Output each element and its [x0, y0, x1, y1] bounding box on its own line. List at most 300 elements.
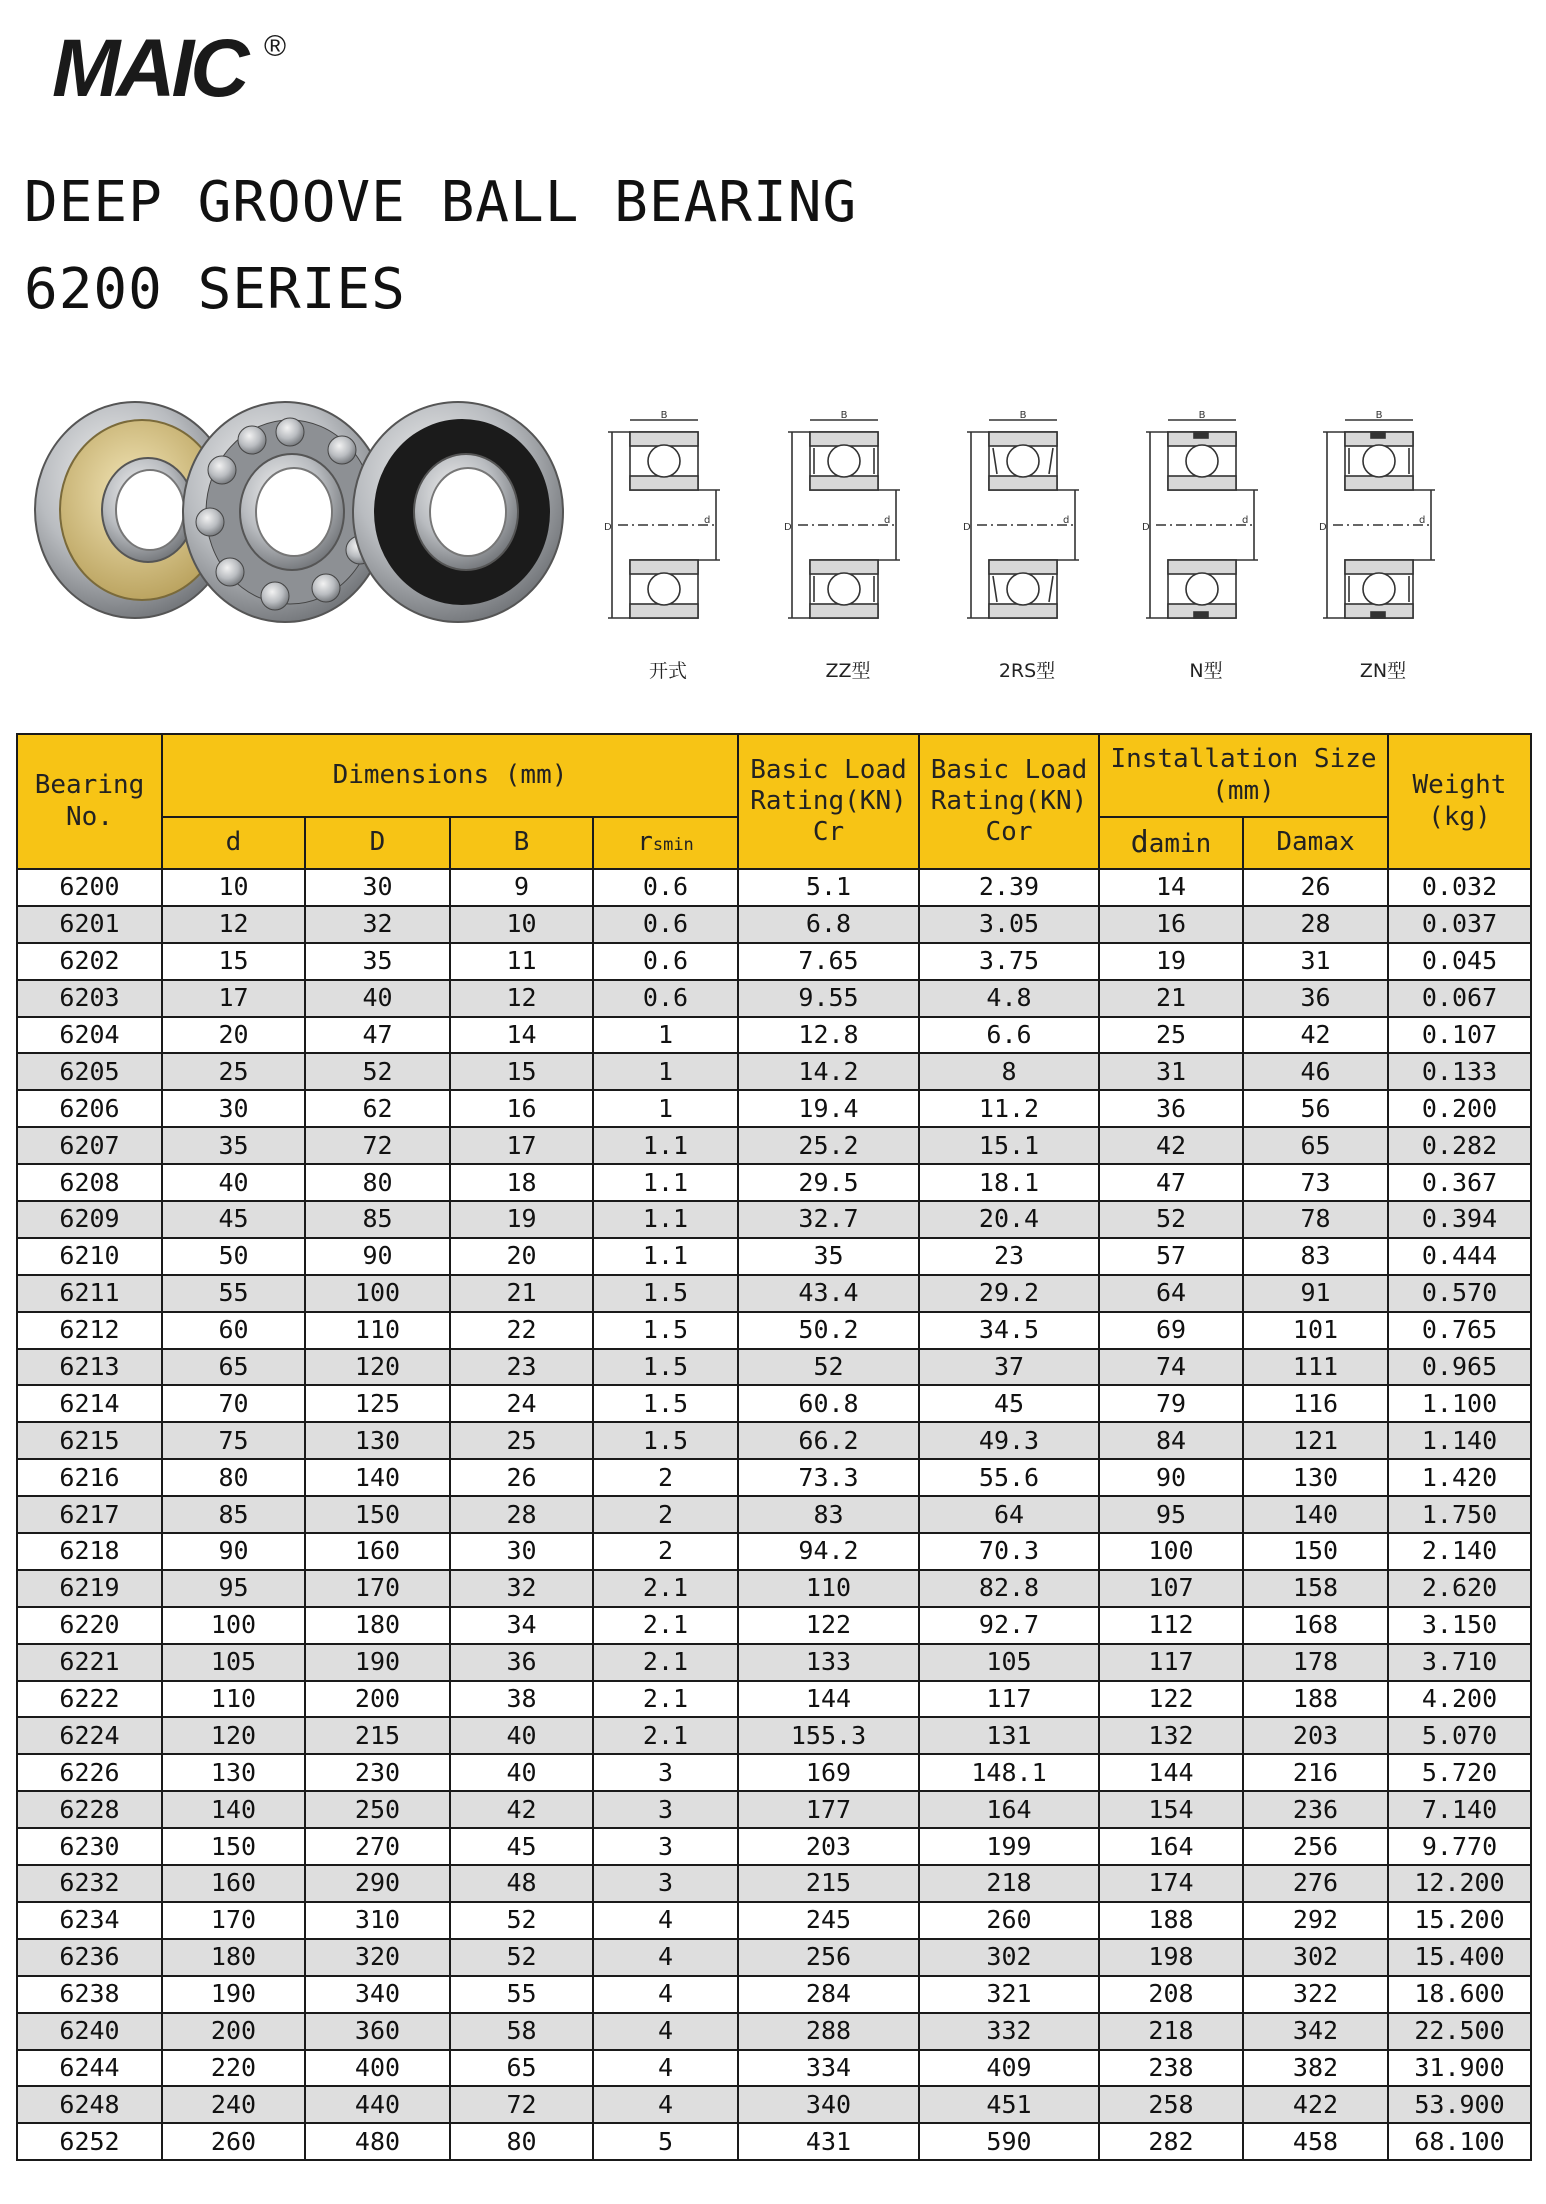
cell-cor: 218: [919, 1865, 1099, 1902]
cell-d: 95: [162, 1570, 305, 1607]
cell-D: 340: [305, 1976, 450, 2013]
cell-cr: 245: [738, 1902, 919, 1939]
cell-bearing-no: 6206: [17, 1090, 162, 1127]
cell-D: 125: [305, 1385, 450, 1422]
cell-B: 14: [450, 1017, 593, 1054]
cell-weight: 0.133: [1388, 1053, 1531, 1090]
cell-d: 260: [162, 2123, 305, 2160]
cell-bearing-no: 6252: [17, 2123, 162, 2160]
cell-D: 110: [305, 1312, 450, 1349]
cell-rsmin: 0.6: [593, 906, 738, 943]
diagram-dim-outer: D: [604, 522, 612, 533]
diagram-label: N型: [1189, 660, 1223, 682]
cell-weight: 3.710: [1388, 1644, 1531, 1681]
header-load-cr: [738, 734, 919, 869]
cell-damax: 216: [1243, 1754, 1388, 1791]
table-row: [17, 1902, 1531, 1939]
cell-d: 160: [162, 1865, 305, 1902]
cell-d: 190: [162, 1976, 305, 2013]
cell-cr: 203: [738, 1828, 919, 1865]
cell-cr: 122: [738, 1607, 919, 1644]
cell-damin: 14: [1099, 869, 1243, 906]
cell-damin: 36: [1099, 1090, 1243, 1127]
cell-damin: 174: [1099, 1865, 1243, 1902]
cell-weight: 0.067: [1388, 980, 1531, 1017]
section-diagram-3: [957, 410, 1097, 640]
cell-cr: 334: [738, 2050, 919, 2087]
cell-D: 215: [305, 1717, 450, 1754]
cell-cor: 82.8: [919, 1570, 1099, 1607]
cell-d: 140: [162, 1791, 305, 1828]
cell-damax: 130: [1243, 1459, 1388, 1496]
cell-d: 200: [162, 2013, 305, 2050]
cell-damax: 83: [1243, 1238, 1388, 1275]
cell-weight: 0.394: [1388, 1201, 1531, 1238]
cell-cr: 50.2: [738, 1312, 919, 1349]
diagram-dim-b: B: [1019, 410, 1027, 421]
cell-cor: 37: [919, 1349, 1099, 1386]
header-damax: Damax: [1243, 817, 1388, 869]
cell-B: 28: [450, 1496, 593, 1533]
cell-B: 16: [450, 1090, 593, 1127]
cell-cor: 451: [919, 2086, 1099, 2123]
diagram-dim-inner: d: [884, 515, 891, 526]
cell-B: 24: [450, 1385, 593, 1422]
cell-B: 42: [450, 1791, 593, 1828]
cell-bearing-no: 6208: [17, 1164, 162, 1201]
cell-weight: 0.045: [1388, 943, 1531, 980]
cell-cr: 110: [738, 1570, 919, 1607]
cell-cor: 199: [919, 1828, 1099, 1865]
cell-cr: 7.65: [738, 943, 919, 980]
section-diagram-5: [1313, 410, 1453, 640]
cell-damax: 26: [1243, 869, 1388, 906]
cell-D: 30: [305, 869, 450, 906]
cell-D: 32: [305, 906, 450, 943]
cell-bearing-no: 6236: [17, 1939, 162, 1976]
cell-D: 160: [305, 1533, 450, 1570]
cell-damin: 258: [1099, 2086, 1243, 2123]
cell-cr: 29.5: [738, 1164, 919, 1201]
cell-bearing-no: 6209: [17, 1201, 162, 1238]
cell-B: 20: [450, 1238, 593, 1275]
cell-damin: 31: [1099, 1053, 1243, 1090]
cell-damin: 208: [1099, 1976, 1243, 2013]
cell-cr: 60.8: [738, 1385, 919, 1422]
cell-d: 20: [162, 1017, 305, 1054]
cell-d: 12: [162, 906, 305, 943]
cell-bearing-no: 6234: [17, 1902, 162, 1939]
cell-d: 130: [162, 1754, 305, 1791]
cell-B: 65: [450, 2050, 593, 2087]
header-rsmin-main: r: [637, 827, 653, 858]
cell-cor: 23: [919, 1238, 1099, 1275]
cell-bearing-no: 6220: [17, 1607, 162, 1644]
cell-damax: 65: [1243, 1127, 1388, 1164]
cell-cr: 73.3: [738, 1459, 919, 1496]
cell-weight: 31.900: [1388, 2050, 1531, 2087]
cell-B: 12: [450, 980, 593, 1017]
cell-d: 25: [162, 1053, 305, 1090]
header-load-cor-label: Basic Load Rating(KN): [930, 754, 1088, 816]
cell-cor: 8: [919, 1053, 1099, 1090]
cell-B: 26: [450, 1459, 593, 1496]
bearing-spec-table: [16, 733, 1532, 2161]
cell-rsmin: 1.5: [593, 1422, 738, 1459]
cell-rsmin: 1: [593, 1053, 738, 1090]
cell-rsmin: 2.1: [593, 1607, 738, 1644]
cell-damin: 42: [1099, 1127, 1243, 1164]
cell-D: 80: [305, 1164, 450, 1201]
cell-rsmin: 0.6: [593, 869, 738, 906]
cell-B: 15: [450, 1053, 593, 1090]
section-diagram-4: [1136, 410, 1276, 640]
registered-mark: ®: [264, 30, 287, 63]
cell-d: 180: [162, 1939, 305, 1976]
cell-rsmin: 1.1: [593, 1201, 738, 1238]
cell-bearing-no: 6248: [17, 2086, 162, 2123]
header-D: D: [305, 817, 450, 869]
cell-cr: 52: [738, 1349, 919, 1386]
cell-cor: 321: [919, 1976, 1099, 2013]
cell-B: 17: [450, 1127, 593, 1164]
table-row: [17, 1976, 1531, 2013]
cell-cr: 83: [738, 1496, 919, 1533]
table-row: [17, 1791, 1531, 1828]
cell-damin: 69: [1099, 1312, 1243, 1349]
cell-cr: 288: [738, 2013, 919, 2050]
table-row: [17, 1496, 1531, 1533]
cell-weight: 0.965: [1388, 1349, 1531, 1386]
cell-weight: 15.200: [1388, 1902, 1531, 1939]
header-damin: [1099, 817, 1243, 869]
cell-damax: 28: [1243, 906, 1388, 943]
cell-weight: 0.765: [1388, 1312, 1531, 1349]
cell-d: 10: [162, 869, 305, 906]
cell-weight: 0.570: [1388, 1275, 1531, 1312]
cell-weight: 0.037: [1388, 906, 1531, 943]
cell-rsmin: 1.5: [593, 1275, 738, 1312]
cell-bearing-no: 6201: [17, 906, 162, 943]
table-row: [17, 1644, 1531, 1681]
header-weight: Weight (kg): [1388, 734, 1531, 869]
cell-D: 90: [305, 1238, 450, 1275]
cell-bearing-no: 6218: [17, 1533, 162, 1570]
bearing-photo: [30, 392, 570, 632]
diagram-label: ZZ型: [825, 660, 871, 682]
cell-damin: 117: [1099, 1644, 1243, 1681]
cell-bearing-no: 6232: [17, 1865, 162, 1902]
cell-d: 40: [162, 1164, 305, 1201]
diagram-label: 2RS型: [998, 660, 1056, 682]
cell-cor: 260: [919, 1902, 1099, 1939]
cell-damax: 382: [1243, 2050, 1388, 2087]
cell-B: 23: [450, 1349, 593, 1386]
cell-damin: 132: [1099, 1717, 1243, 1754]
cell-bearing-no: 6219: [17, 1570, 162, 1607]
table-row: [17, 1053, 1531, 1090]
cell-cor: 18.1: [919, 1164, 1099, 1201]
cell-bearing-no: 6224: [17, 1717, 162, 1754]
cell-D: 360: [305, 2013, 450, 2050]
header-d: d: [162, 817, 305, 869]
cell-weight: 2.140: [1388, 1533, 1531, 1570]
cell-cr: 6.8: [738, 906, 919, 943]
cell-cor: 148.1: [919, 1754, 1099, 1791]
table-row: [17, 2050, 1531, 2087]
cell-cor: 164: [919, 1791, 1099, 1828]
cell-damin: 90: [1099, 1459, 1243, 1496]
table-row: [17, 1828, 1531, 1865]
cell-damax: 111: [1243, 1349, 1388, 1386]
cell-damax: 140: [1243, 1496, 1388, 1533]
cell-B: 52: [450, 1939, 593, 1976]
header-rsmin: [593, 817, 738, 869]
cell-B: 22: [450, 1312, 593, 1349]
page-subtitle: 6200 SERIES: [24, 257, 406, 322]
table-row: [17, 1201, 1531, 1238]
header-load-cr-symbol: Cr: [812, 817, 845, 848]
cell-D: 85: [305, 1201, 450, 1238]
cell-d: 35: [162, 1127, 305, 1164]
cell-cor: 49.3: [919, 1422, 1099, 1459]
cell-rsmin: 0.6: [593, 943, 738, 980]
cell-D: 290: [305, 1865, 450, 1902]
cell-damax: 236: [1243, 1791, 1388, 1828]
cell-B: 25: [450, 1422, 593, 1459]
cell-rsmin: 4: [593, 2013, 738, 2050]
cell-damin: 74: [1099, 1349, 1243, 1386]
table-row: [17, 906, 1531, 943]
cell-damin: 238: [1099, 2050, 1243, 2087]
table-row: [17, 1939, 1531, 1976]
cell-d: 85: [162, 1496, 305, 1533]
header-load-cor: [919, 734, 1099, 869]
cell-cor: 34.5: [919, 1312, 1099, 1349]
cell-weight: 4.200: [1388, 1681, 1531, 1718]
cell-cor: 20.4: [919, 1201, 1099, 1238]
diagram-dim-b: B: [1375, 410, 1383, 421]
cell-damin: 154: [1099, 1791, 1243, 1828]
cell-D: 35: [305, 943, 450, 980]
cell-damax: 422: [1243, 2086, 1388, 2123]
cell-cr: 66.2: [738, 1422, 919, 1459]
table-row: [17, 869, 1531, 906]
diagram-dim-inner: d: [1419, 515, 1426, 526]
cell-cor: 117: [919, 1681, 1099, 1718]
cell-bearing-no: 6212: [17, 1312, 162, 1349]
cell-cor: 29.2: [919, 1275, 1099, 1312]
cell-rsmin: 4: [593, 2086, 738, 2123]
cell-damax: 292: [1243, 1902, 1388, 1939]
cell-bearing-no: 6230: [17, 1828, 162, 1865]
cell-rsmin: 2.1: [593, 1570, 738, 1607]
cell-cor: 2.39: [919, 869, 1099, 906]
diagram-dim-outer: D: [1142, 522, 1150, 533]
cell-cr: 25.2: [738, 1127, 919, 1164]
cell-weight: 0.444: [1388, 1238, 1531, 1275]
header-rsmin-sub: smin: [652, 835, 694, 856]
table-row: [17, 1312, 1531, 1349]
cell-rsmin: 3: [593, 1754, 738, 1791]
cell-damax: 121: [1243, 1422, 1388, 1459]
header-load-cr-label: Basic Load Rating(KN): [750, 754, 907, 816]
cell-bearing-no: 6240: [17, 2013, 162, 2050]
cell-d: 17: [162, 980, 305, 1017]
cell-cor: 92.7: [919, 1607, 1099, 1644]
2rs-bearing-image: [353, 402, 563, 622]
cell-damin: 16: [1099, 906, 1243, 943]
table-row: [17, 943, 1531, 980]
diagram-dim-inner: d: [1063, 515, 1070, 526]
cell-d: 80: [162, 1459, 305, 1496]
cell-damax: 56: [1243, 1090, 1388, 1127]
header-installation-size: Installation Size (mm): [1099, 734, 1388, 817]
cell-damax: 73: [1243, 1164, 1388, 1201]
table-row: [17, 1349, 1531, 1386]
cell-damax: 42: [1243, 1017, 1388, 1054]
cell-bearing-no: 6205: [17, 1053, 162, 1090]
cell-damax: 256: [1243, 1828, 1388, 1865]
cell-damin: 95: [1099, 1496, 1243, 1533]
cell-damax: 168: [1243, 1607, 1388, 1644]
cell-bearing-no: 6202: [17, 943, 162, 980]
table-row: [17, 980, 1531, 1017]
cell-damax: 31: [1243, 943, 1388, 980]
cell-damin: 64: [1099, 1275, 1243, 1312]
cell-damin: 79: [1099, 1385, 1243, 1422]
cell-cr: 19.4: [738, 1090, 919, 1127]
cell-D: 400: [305, 2050, 450, 2087]
cell-damax: 91: [1243, 1275, 1388, 1312]
cell-B: 10: [450, 906, 593, 943]
cell-cr: 169: [738, 1754, 919, 1791]
cell-damax: 276: [1243, 1865, 1388, 1902]
cell-B: 30: [450, 1533, 593, 1570]
cell-bearing-no: 6238: [17, 1976, 162, 2013]
cell-cr: 284: [738, 1976, 919, 2013]
cell-cr: 5.1: [738, 869, 919, 906]
cell-d: 60: [162, 1312, 305, 1349]
diagram-dim-outer: D: [963, 522, 971, 533]
table-row: [17, 2086, 1531, 2123]
cell-bearing-no: 6226: [17, 1754, 162, 1791]
cell-weight: 3.150: [1388, 1607, 1531, 1644]
cell-weight: 0.200: [1388, 1090, 1531, 1127]
cell-D: 52: [305, 1053, 450, 1090]
cell-B: 72: [450, 2086, 593, 2123]
cell-cr: 12.8: [738, 1017, 919, 1054]
cell-D: 310: [305, 1902, 450, 1939]
diagram-dim-b: B: [840, 410, 848, 421]
cell-bearing-no: 6221: [17, 1644, 162, 1681]
cell-weight: 1.420: [1388, 1459, 1531, 1496]
cell-D: 130: [305, 1422, 450, 1459]
cell-weight: 5.070: [1388, 1717, 1531, 1754]
cell-damax: 188: [1243, 1681, 1388, 1718]
cell-damax: 322: [1243, 1976, 1388, 2013]
table-row: [17, 1717, 1531, 1754]
cell-D: 440: [305, 2086, 450, 2123]
cell-damin: 164: [1099, 1828, 1243, 1865]
table-row: [17, 1238, 1531, 1275]
header-load-cor-symbol: Cor: [985, 817, 1033, 848]
cell-rsmin: 2: [593, 1459, 738, 1496]
cell-damin: 107: [1099, 1570, 1243, 1607]
cell-weight: 22.500: [1388, 2013, 1531, 2050]
cell-cr: 133: [738, 1644, 919, 1681]
cell-bearing-no: 6207: [17, 1127, 162, 1164]
cell-bearing-no: 6211: [17, 1275, 162, 1312]
cell-damax: 458: [1243, 2123, 1388, 2160]
cell-weight: 53.900: [1388, 2086, 1531, 2123]
cell-rsmin: 3: [593, 1828, 738, 1865]
cell-bearing-no: 6222: [17, 1681, 162, 1718]
cell-damax: 203: [1243, 1717, 1388, 1754]
cell-cor: 105: [919, 1644, 1099, 1681]
cell-d: 65: [162, 1349, 305, 1386]
cell-damin: 218: [1099, 2013, 1243, 2050]
cell-damin: 112: [1099, 1607, 1243, 1644]
cell-D: 62: [305, 1090, 450, 1127]
diagram-dim-inner: d: [704, 515, 711, 526]
cell-rsmin: 1.5: [593, 1385, 738, 1422]
section-diagram-1: [598, 410, 738, 640]
cell-cr: 340: [738, 2086, 919, 2123]
cell-damax: 150: [1243, 1533, 1388, 1570]
cell-D: 230: [305, 1754, 450, 1791]
cell-d: 220: [162, 2050, 305, 2087]
cell-D: 150: [305, 1496, 450, 1533]
cell-B: 48: [450, 1865, 593, 1902]
cell-cor: 15.1: [919, 1127, 1099, 1164]
table-row: [17, 1127, 1531, 1164]
cell-D: 170: [305, 1570, 450, 1607]
cell-rsmin: 3: [593, 1865, 738, 1902]
cell-d: 55: [162, 1275, 305, 1312]
cell-d: 150: [162, 1828, 305, 1865]
cell-cor: 409: [919, 2050, 1099, 2087]
cell-bearing-no: 6213: [17, 1349, 162, 1386]
cell-rsmin: 2: [593, 1533, 738, 1570]
cell-D: 320: [305, 1939, 450, 1976]
header-bearing-no: Bearing No.: [17, 734, 162, 869]
cell-cr: 14.2: [738, 1053, 919, 1090]
diagram-label: 开式: [648, 660, 687, 682]
cell-cor: 131: [919, 1717, 1099, 1754]
cell-B: 40: [450, 1717, 593, 1754]
cell-B: 36: [450, 1644, 593, 1681]
cell-B: 58: [450, 2013, 593, 2050]
cell-rsmin: 1.1: [593, 1238, 738, 1275]
cell-weight: 12.200: [1388, 1865, 1531, 1902]
cell-damax: 302: [1243, 1939, 1388, 1976]
cell-cor: 590: [919, 2123, 1099, 2160]
cell-d: 120: [162, 1717, 305, 1754]
cell-damax: 178: [1243, 1644, 1388, 1681]
cell-damin: 47: [1099, 1164, 1243, 1201]
cell-B: 32: [450, 1570, 593, 1607]
cell-weight: 68.100: [1388, 2123, 1531, 2160]
cell-rsmin: 3: [593, 1791, 738, 1828]
cell-damax: 101: [1243, 1312, 1388, 1349]
table-row: [17, 1090, 1531, 1127]
cell-cr: 35: [738, 1238, 919, 1275]
cell-D: 180: [305, 1607, 450, 1644]
cell-cr: 32.7: [738, 1201, 919, 1238]
cell-cor: 4.8: [919, 980, 1099, 1017]
cell-damin: 282: [1099, 2123, 1243, 2160]
